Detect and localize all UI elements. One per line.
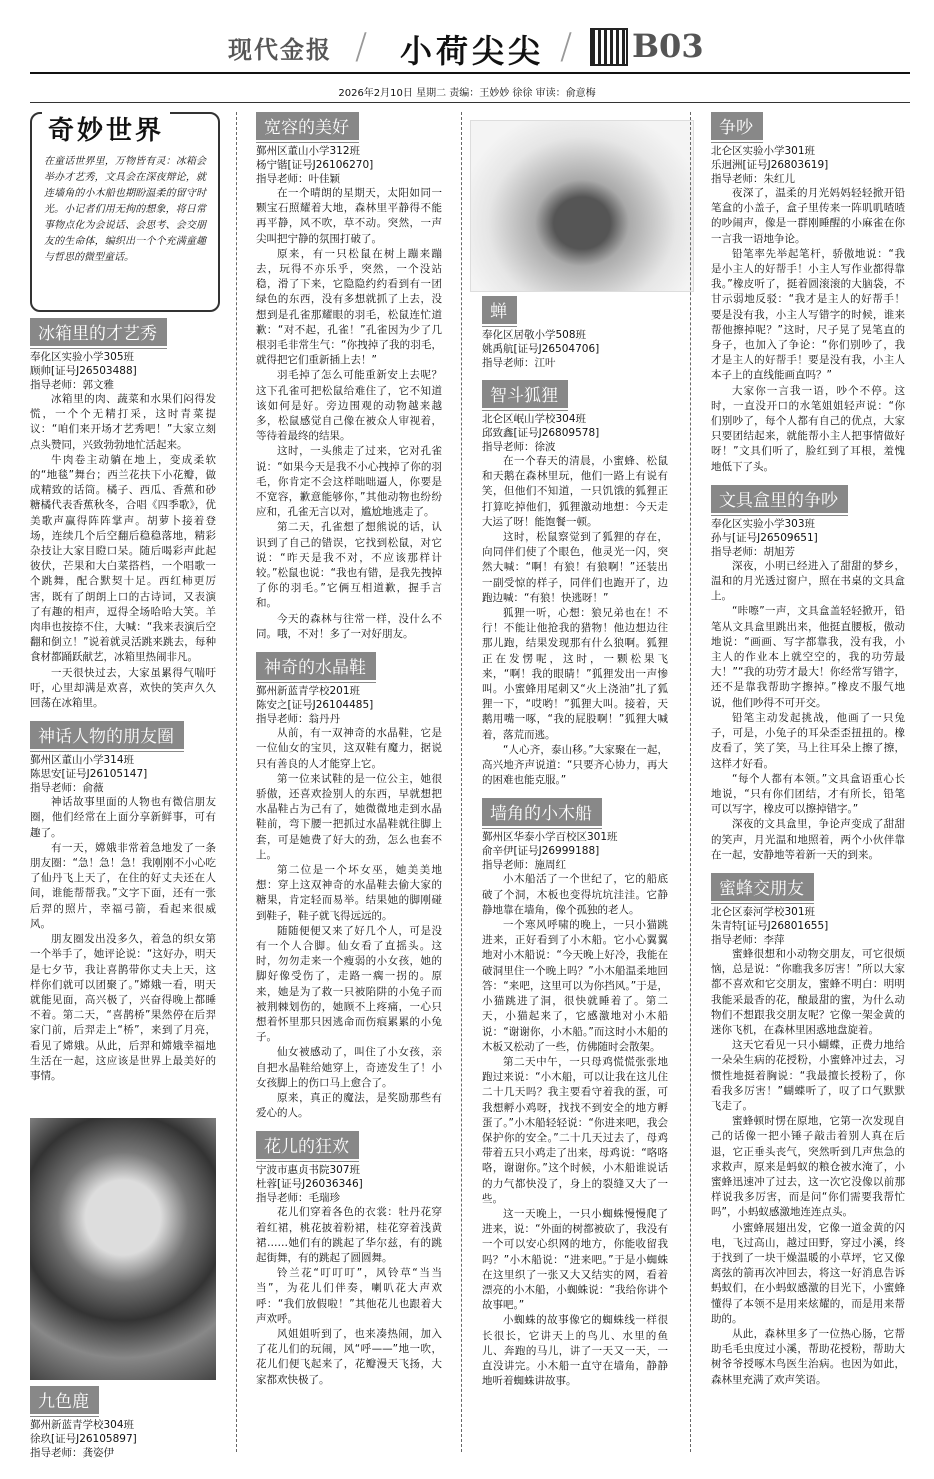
paragraph: 花儿们穿着各色的衣裳：牡丹花穿着红裙，桃花披着粉裙，桂花穿着浅黄裙……她们有的跳起了华尔兹，有的跳起街舞，有的跳起了圆圆舞。 — [256, 1206, 442, 1264]
paragraph: 今天的森林与往常一样，没什么不同。哦，不对！多了一对好朋友。 — [256, 612, 442, 640]
section-title: 小荷尖尖 — [400, 32, 545, 70]
paragraph: “人心齐，泰山移。”大家聚在一起，高兴地齐声说道：“只要齐心协力，再大的困难也能克服。” — [482, 743, 668, 787]
byline — [482, 412, 668, 454]
byline-author: 陈安之[证号J26104485] — [256, 699, 374, 712]
article-body — [30, 795, 216, 1084]
byline-teacher: 指导老师：毛瑞珍 — [256, 1192, 340, 1205]
byline-school: 鄞州区董山小学312班 — [256, 145, 361, 157]
article-title: 争吵 — [711, 112, 763, 140]
paragraph: 从此，森林里多了一位热心肠，它帮助毛毛虫度过小溪，帮助花授粉，帮助大树爷爷授啄木鸟医生治病。也因为如此，森林里充满了欢声笑语。 — [711, 1328, 905, 1386]
article-title: 蜜蜂交朋友 — [711, 873, 814, 901]
column-divider — [236, 112, 237, 1452]
paragraph: 小蜘蛛的故事像它的蜘蛛线一样很长很长，它讲天上的鸟儿、水里的鱼儿、奔跑的马儿，讲了一天又一天，一直没讲完。小木船一直守在墙角，静静地听着蜘蛛讲故事。 — [482, 1314, 668, 1388]
byline — [256, 684, 442, 726]
byline-author: 陈思安[证号J26105147] — [30, 768, 148, 781]
column-3 — [482, 296, 668, 1399]
column-1-caption — [30, 1386, 216, 1470]
article-body — [711, 186, 905, 475]
nine-color-deer-painting — [30, 1118, 216, 1380]
paragraph: 原来，有一只松鼠在树上蹦来蹦去，玩得不亦乐乎，突然，一个没站稳，滑了下来，它隐隐约约看到有一团绿色的东西，没有多想就抓了上去，没想到是孔雀那耀眼的羽毛，松鼠连忙道歉：“对不起，孔雀！”孔雀因为少了几根羽毛非常生气：“你拽掉了我的羽毛，就得把它们重新插上去！” — [256, 247, 442, 367]
paragraph: 大家你一言我一语，吵个不停。这时，一直没开口的水笔姐姐轻声说：“你们别吵了，每个人都有自己的优点，大家只要团结起来，就能帮小主人把事情做好呀！”文具们听了，脸红到了耳根，羞愧地低下了头。 — [711, 384, 905, 473]
paragraph: 深夜，小明已经进入了甜甜的梦乡，温和的月光透过窗户，照在书桌的文具盒上。 — [711, 559, 905, 603]
intro-text: 在童话世界里，万物皆有灵：冰箱会举办才艺秀，文具会在深夜辩论，就连墙角的小木船也期盼温柔的留守时光。小记者们用无拘的想象，将日常事物点化为会说话、会思考、会交朋友的生命体，编织出一个个充满童趣与哲思的微型童话。 — [44, 156, 206, 263]
article-body — [30, 392, 216, 711]
paragraph: 第二天中午，一只母鸡慌慌张张地跑过来说：“小木船，可以让我在这儿住二十几天吗？我主要看守着我的蛋，可我想孵小鸡呀，找找不到安全的地方孵蛋了。”小木船轻轻说：“你进来吧，我会保护你的安全。”二十几天过去了，母鸡带着五只小鸡走了出来，母鸡说：“咯咯咯，谢谢你。”这个时候，小木船谁说话的力气都快没了，身上的裂缝又大了一些。 — [482, 1055, 668, 1205]
byline-author: 朱青特[证号J26801655] — [711, 919, 829, 932]
divider: / — [355, 26, 368, 67]
article-title: 花儿的狂欢 — [256, 1131, 359, 1159]
paragraph: 深夜的文具盒里，争论声变成了甜甜的笑声，月光温和地照着，两个小伙伴靠在一起，安静地等着新一天的到来。 — [711, 818, 905, 861]
byline-author: 孙与[证号J26509651] — [711, 531, 818, 544]
paragraph: 牛肉卷主动躺在地上，变成柔软的“地毯”舞台；西兰花扶下小花瓣，做成精致的话筒。橘子、西瓜、香蕉和砂糖橘代表香蕉秋冬，合唱《四季歌》，优美歌声赢得阵阵掌声。胡萝卜接着登场，连续几个后空翻后稳稳落地，精彩杂技让大家目瞪口呆。随后喝彩声此起彼伏，芒果和大白菜搭档，一个唱歌一个跳舞，配合默契十足。西红柿更厉害，既有了朗朗上口的古诗词，又表演了有趣的相声，逗得全场哈哈大笑。羊肉串也按捺不住，大喊：“我来表演后空翻和倒立！”说着就灵活跳来跳去，每种食材都踊跃献艺，冰箱里热闹非凡。 — [30, 453, 216, 664]
byline — [482, 830, 668, 872]
byline-teacher: 指导老师：江叶 — [482, 357, 556, 369]
paragraph: 第二天，孔雀想了想熊说的话，认识到了自己的错误，它找到松鼠，对它说：“昨天是我不对，不应该那样计较。”松鼠也说：“我也有错，是我先拽掉了你的羽毛。”它俩互相道歉，握手言和。 — [256, 521, 442, 610]
byline-author: 徐玖[证号J26105897] — [30, 1433, 137, 1445]
byline-school: 鄞州新蓝青学校201班 — [256, 685, 361, 698]
article — [482, 798, 668, 1389]
byline-teacher: 指导老师：胡旭芳 — [711, 545, 795, 558]
article-title: 神话人物的朋友圈 — [30, 721, 184, 749]
page-number: B03 — [632, 27, 704, 65]
intro-box — [30, 112, 220, 312]
byline-teacher: 指导老师：朱红儿 — [711, 173, 795, 185]
byline — [711, 905, 905, 947]
byline-school: 鄞州区董山小学314班 — [30, 754, 135, 767]
qr-code-icon[interactable] — [590, 28, 628, 66]
article-title: 冰箱里的才艺秀 — [30, 318, 167, 346]
byline-school: 宁波市惠贞书院307班 — [256, 1164, 361, 1177]
rule — [30, 72, 910, 74]
paragraph: 小木船活了一个世纪了，它的船底破了个洞，木板也变得坑坑洼洼。它静静地靠在墙角，像个孤独的老人。 — [482, 873, 668, 916]
masthead — [0, 0, 934, 80]
byline-teacher: 指导老师：李萍 — [711, 933, 785, 946]
article-title: 智斗狐狸 — [482, 380, 568, 408]
column-divider — [461, 112, 462, 1452]
article-title: 文具盒里的争吵 — [711, 485, 848, 513]
byline-teacher: 指导老师：龚姿伊 — [30, 1447, 114, 1459]
article — [256, 112, 442, 642]
paragraph: 羽毛掉了怎么可能重新安上去呢？这下孔雀可把松鼠给难住了，它不知道该如何是好。旁边围观的动物越来越多，松鼠感觉自己像在被众人审视着，等待着最终的结果。 — [256, 369, 442, 443]
article — [482, 380, 668, 788]
rule — [30, 102, 910, 103]
column-1 — [30, 318, 216, 1094]
byline-school: 鄞州新蓝青学校304班 — [30, 1419, 135, 1431]
cicada-drawing — [470, 120, 694, 292]
byline-school: 北仑区泰河学校301班 — [711, 905, 816, 918]
paragraph: 有一天，嫦娥非常着急地发了一条朋友圈：“急！急！急！我刚刚不小心吃了仙丹飞上天了，在住的好丈夫还在人间，谁能帮帮我。”文字下面，还有一张后羿的照片，幸福弓箭，看起来很威风。 — [30, 841, 216, 930]
byline-teacher: 指导老师：郭文雅 — [30, 379, 114, 391]
paragraph: 铅笔率先举起笔杆，骄傲地说：“我是小主人的好帮手！小主人写作业都得靠我。”橡皮听了，挺着圆滚滚的大脑袋，不甘示弱地反驳：“我才是主人的好帮手！要是没有我，小主人写错字的时候，谁来帮他擦掉呢？”这时，尺子晃了晃笔直的身子，也加入了争论：“你们别吵了，我才是主人的好帮手！要是没有我，小主人本子上的直线能画直吗？” — [711, 247, 905, 382]
byline — [30, 753, 216, 795]
byline-school: 鄞州区华泰小学百校区301班 — [482, 831, 618, 844]
byline-author: 俞辛伊[证号J26999188] — [482, 845, 600, 858]
article-body — [711, 559, 905, 863]
paragraph: 一天很快过去，大家虽累得气喘吁吁，心里却满是欢喜，欢快的笑声久久回荡在冰箱里。 — [30, 666, 216, 710]
byline-author: 杜蓉[证号J26036346] — [256, 1178, 363, 1191]
article-title: 神奇的水晶鞋 — [256, 652, 376, 680]
byline-author: 乐迥洲[证号J26803619] — [711, 159, 829, 171]
paragraph: 在一个晴朗的星期天，太阳如同一颗宝石照耀着大地，森林里平静得不能再平静，风不吹，草不动。突然，一声尖叫把宁静的氛围打破了。 — [256, 187, 442, 245]
intro-title: 奇妙世界 — [42, 110, 170, 147]
paragraph: 冰箱里的肉、蔬菜和水果们闷得发慌，一个个无精打采，这时青菜提议：“咱们来开场才艺秀吧！”大家立刻点头赞同，兴致勃勃地忙活起来。 — [30, 393, 216, 451]
byline-school: 奉化区居敬小学508班 — [482, 329, 587, 341]
byline — [256, 1163, 442, 1205]
byline-author: 姚禹航[证号J26504706] — [482, 343, 600, 355]
byline-author: 邱致鑫[证号J26809578] — [482, 427, 600, 439]
article-body — [256, 186, 442, 642]
paragraph: 在一个春天的清晨，小蜜蜂、松鼠和天鹅在森林里玩，他们一路上有说有笑，但他们不知道，一只饥饿的狐狸正打算吃掉他们，狐狸激动地想：今天走大运了呀！能饱餐一顿。 — [482, 455, 668, 528]
paragraph: 仙女被感动了，叫住了小女孩，亲自把水晶鞋给她穿上，奇迹发生了！小女孩脚上的伤口马上愈合了。 — [256, 1046, 442, 1089]
article-body — [482, 872, 668, 1389]
column-divider — [690, 112, 691, 1452]
dateline: 2026年2月10日 星期二 责编：王妙妙 徐徐 审读：俞意梅 — [338, 88, 596, 99]
byline-teacher: 指导老师：施周红 — [482, 859, 566, 872]
paragraph: 第二位是一个坏女巫，她美美地想：穿上这双神奇的水晶鞋去偷大家的糖果，肯定轻而易举。结果她的脚刚碰到鞋子，鞋子就飞得远远的。 — [256, 863, 442, 922]
paragraph: “咔嚓”一声，文具盒盖轻轻掀开，铅笔从文具盒里跳出来，他挺直腰板，傲动地说：“画画、写字都靠我，没有我，小主人的作业本上就空空的，我的功劳最大！”“我的功劳才最大！你经常写错字，还不是靠我帮助字擦掉。”橡皮不服气地说，他们吵得不可开交。 — [711, 605, 905, 709]
article — [256, 1131, 442, 1387]
paragraph: 铅笔主动发起挑战，他画了一只兔子，可是，小兔子的耳朵歪歪扭扭的。橡皮看了，笑了笑，马上往耳朵上擦了擦，这样才好看。 — [711, 711, 905, 770]
article-body — [256, 726, 442, 1121]
byline-teacher: 指导老师：俞薇 — [30, 782, 104, 795]
column-2 — [256, 112, 442, 1398]
byline-school: 北仑区实验小学301班 — [711, 145, 816, 157]
paragraph: 朋友圈发出没多久，着急的织女第一个举手了，她评论说：“这好办，明天是七夕节，我让喜鹊带你丈夫上天，这样你们就可以团聚了。”嫦娥一看，明天就能见面，高兴极了，兴奋得晚上都睡不着。第二天，“喜鹊桥”果然停在后羿家门前，后羿走上“桥”，来到了月亮，看见了嫦娥。从此，后羿和嫦娥幸福地生活在一起，这应该是世界上最美好的事情。 — [30, 933, 216, 1082]
article-title: 九色鹿 — [30, 1386, 99, 1414]
article — [30, 318, 216, 711]
article-body — [256, 1205, 442, 1387]
paragraph: 从前，有一双神奇的水晶鞋，它是一位仙女的宝贝，这双鞋有魔力，据说只有善良的人才能穿上它。 — [256, 727, 442, 770]
article — [30, 721, 216, 1084]
paragraph: 这时，松鼠察觉到了狐狸的存在，向同伴们使了个眼色，他灵光一闪，突然大喊：“啊！有狼！有狼啊！”还装出一副受惊的样子，同伴们也跑开了，边跑边喊：“有狼！快逃呀！” — [482, 531, 668, 604]
byline-school: 奉化区实验小学305班 — [30, 351, 135, 363]
byline-teacher: 指导老师：翁丹丹 — [256, 713, 340, 726]
byline — [30, 1418, 216, 1460]
paragraph: 这一天晚上，一只小蜘蛛慢慢爬了进来，说：“外面的树都被砍了，我没有一个可以安心织网的地方，你能收留我吗？”小木船说：“进来吧。”于是小蜘蛛在这里织了一张又大又结实的网，看着漂亮的小木船，小蜘蛛说：“我给你讲个故事吧。” — [482, 1207, 668, 1312]
paragraph: 神话故事里面的人物也有微信朋友圈，他们经常在上面分享新鲜事，可有趣了。 — [30, 796, 216, 839]
article — [482, 296, 668, 370]
byline — [711, 517, 905, 559]
paragraph: “每个人都有本领。”文具盒语重心长地说，“只有你们团结，才有所长，铅笔可以写字，橡皮可以擦掉错字。” — [711, 772, 905, 816]
paragraph: 蜜蜂顿时愣在原地，它第一次发现自己的话像一把小锤子敲击着别人真在后退，它正垂头丧气，突然听到几声焦急的求救声，原来是蚂蚁的粮仓被水淹了，小蜜蜂迅速冲了过去，这一次它没像以前那样说我多厉害，而是问“你们需要我帮忙吗”，小蚂蚁感激地连连点头。 — [711, 1115, 905, 1219]
article-title: 墙角的小木船 — [482, 798, 602, 826]
paragraph: 原来，真正的魔法，是奖励那些有爱心的人。 — [256, 1091, 442, 1120]
column-4 — [711, 112, 905, 1398]
paragraph: 蜜蜂很想和小动物交朋友，可它很烦恼，总是说：“你瞧我多厉害！”所以大家都不喜欢和它交朋友，蜜蜂不明白：明明我能采最香的花，酿最甜的蜜，为什么动物们不想跟我交朋友呢？它像一架金黄的迷你飞机，在森林里困惑地盘旋着。 — [711, 947, 905, 1036]
article-title: 宽容的美好 — [256, 112, 359, 140]
byline — [711, 144, 905, 186]
divider: / — [560, 26, 573, 67]
byline-teacher: 指导老师：叶佳颖 — [256, 173, 340, 185]
article — [711, 485, 905, 863]
byline — [482, 328, 668, 370]
byline-author: 顾帅[证号J26503488] — [30, 365, 137, 377]
byline-teacher: 指导老师：徐波 — [482, 441, 556, 453]
byline-author: 杨宁锴[证号J26106270] — [256, 159, 374, 171]
byline-school: 奉化区实验小学303班 — [711, 517, 816, 530]
paragraph: 一个寒风呼啸的晚上，一只小猫跳进来，正好看到了小木船。它小心翼翼地对小木船说：“今天晚上好冷，我能在破洞里住一个晚上吗？”小木船温柔地回答：“来吧，这里可以为你挡风。”于是，小猫跳进了洞，很快就睡着了。第二天，小猫起来了，它感激地对小木船说：“谢谢你，小木船。”而这时小木船的木板又松动了一些，仿佛随时会散架。 — [482, 919, 668, 1053]
article-title: 蝉 — [482, 296, 517, 324]
byline — [30, 350, 216, 392]
article-body — [482, 454, 668, 788]
paragraph: 第一位来试鞋的是一位公主，她很骄傲，还喜欢捡别人的东西，早就想把水晶鞋占为己有了，她微微地走到水晶鞋前，弯下腰一把抓过水晶鞋就往脚上套，可是她费了好大的劲，怎么也套不上。 — [256, 772, 442, 861]
article — [711, 873, 905, 1388]
paragraph: 这天它看见一只小蝴蝶，正费力地给一朵朵生病的花授粉，小蜜蜂冲过去，习惯性地挺着胸说：“我最擅长授粉了，你看我多厉害！”蝴蝶听了，叹了口气默默飞走了。 — [711, 1039, 905, 1112]
newspaper-brand: 现代金报 — [228, 35, 332, 64]
byline — [256, 144, 442, 186]
article-body — [711, 947, 905, 1388]
paragraph: 风姐姐听到了，也来凑热闹，加入了花儿们的玩闹，风“呼——”地一吹，花儿们便飞起来了，花瓣漫天飞扬，大家都欢快极了。 — [256, 1328, 442, 1386]
paragraph: 随随便便又来了好几个人，可是没有一个人合脚。仙女看了直摇头。这时，勿勿走来一个瘦弱的小女孩，她的脚好像受伤了，走路一瘸一拐的。原来，她是为了救一只被陷阱的小兔子而被荆棘划伤的，她顾不上疼痛，一心只想着怀里那只因逃命而伤痕累累的小兔子。 — [256, 924, 442, 1044]
article — [256, 652, 442, 1121]
paragraph: 这时，一头熊走了过来，它对孔雀说：“如果今天是我不小心拽掉了你的羽毛，你肯定不会这样咄咄逼人，你要是不宽容，歉意能够你，”其他动物也纷纷应和，孔雀无言以对，尴尬地逃走了。 — [256, 445, 442, 519]
paragraph: 狐狸一听，心想：狼兄弟也在！不行！不能让他抢我的猎物！他边想边往那儿跑，结果发现那有什么狼啊。狐狸正在发愣呢，这时，一颗松果飞来，“啊！我的眼睛！”狐狸发出一声惨叫。小蜜蜂用尾刺又“火上浇油”扎了狐狸一下，“哎哟！”狐狸大叫。接着，天鹅用嘴一啄，“我的屁股啊！”狐狸大喊着，落荒而逃。 — [482, 607, 668, 741]
article — [30, 1386, 216, 1460]
paragraph: 小蜜蜂展翅出发，它像一道金黄的闪电，飞过高山，越过田野，穿过小溪，终于找到了一块干燥温暖的小草坪，它又像离弦的箭再次冲回去，将这一好消息告诉蚂蚁们，在小蚂蚁感激的目光下，小蜜蜂懂得了本领不是用来炫耀的，而是用来帮助的。 — [711, 1221, 905, 1325]
paragraph: 夜深了，温柔的月光妈妈轻轻掀开铅笔盒的小盖子，盒子里传来一阵叽叽喳喳的吵闹声，像是一群刚睡醒的小麻雀在你一言我一语地争论。 — [711, 187, 905, 245]
byline-school: 北仑区岷山学校304班 — [482, 413, 587, 425]
article — [711, 112, 905, 475]
paragraph: 铃兰花“叮叮叮”，风铃草“当当当”，为花儿们伴奏，喇叭花大声欢呼：“我们放假啦！”其他花儿也跟着大声欢呼。 — [256, 1267, 442, 1325]
